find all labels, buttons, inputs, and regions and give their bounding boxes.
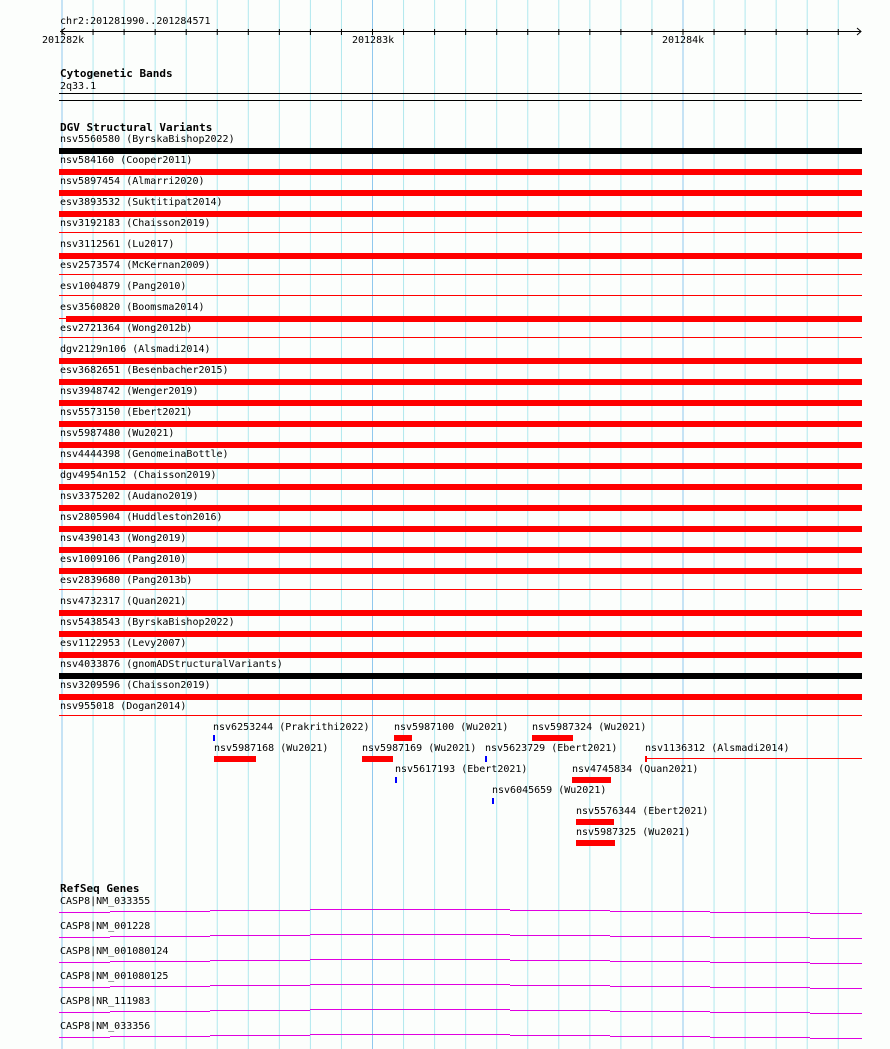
dgv-packed-variant-label: nsv4745834 (Quan2021) (572, 764, 699, 775)
refseq-gene-line (210, 935, 310, 936)
refseq-gene-line (210, 1035, 310, 1036)
dgv-variant-bar[interactable] (59, 442, 862, 448)
dgv-variant-bar[interactable] (59, 274, 862, 275)
dgv-track-title[interactable]: DGV Structural Variants (60, 121, 213, 134)
refseq-gene-line (210, 960, 310, 961)
refseq-gene-line (810, 913, 862, 914)
dgv-variant-bar[interactable] (59, 505, 862, 511)
refseq-gene-line (310, 984, 410, 985)
refseq-gene-line (710, 987, 810, 988)
dgv-variant-label: dgv2129n106 (Alsmadi2014) (60, 344, 211, 355)
dgv-variant-label: esv3560820 (Boomsma2014) (60, 302, 205, 313)
dgv-packed-variant-label: nsv5617193 (Ebert2021) (395, 764, 528, 775)
dgv-variant-bar[interactable] (59, 673, 862, 679)
refseq-gene-line (510, 1010, 610, 1011)
dgv-packed-variant-label: nsv5987100 (Wu2021) (394, 722, 509, 733)
dgv-variant-bar[interactable] (59, 379, 862, 385)
dgv-variant-label: nsv3948742 (Wenger2019) (60, 386, 199, 397)
dgv-variant-label: dgv4954n152 (Chaisson2019) (60, 470, 217, 481)
dgv-variant-label: esv1009106 (Pang2010) (60, 554, 187, 565)
refseq-gene-line (510, 910, 610, 911)
dgv-variant-label: esv2839680 (Pang2013b) (60, 575, 193, 586)
dgv-variant-bar[interactable] (59, 652, 862, 658)
dgv-packed-variant-bar[interactable] (213, 735, 215, 741)
refseq-gene-line (59, 937, 110, 938)
refseq-gene-label: CASP8|NR_111983 (60, 996, 151, 1007)
dgv-variant-bar[interactable] (59, 148, 862, 154)
dgv-variant-bar[interactable] (59, 337, 862, 338)
dgv-variant-bar[interactable] (59, 484, 862, 490)
dgv-variant-bar[interactable] (59, 190, 862, 196)
dgv-variant-bar[interactable] (59, 421, 862, 427)
dgv-variant-bar[interactable] (59, 232, 862, 233)
refseq-gene-line (310, 934, 410, 935)
dgv-variant-label: nsv3192183 (Chaisson2019) (60, 218, 211, 229)
dgv-variant-label: esv1122953 (Levy2007) (60, 638, 187, 649)
dgv-variant-label: nsv5560580 (ByrskaBishop2022) (60, 134, 235, 145)
tick-label-201283k: 201283k (352, 35, 395, 46)
refseq-gene-line (810, 938, 862, 939)
refseq-gene-label: CASP8|NM_033355 (60, 896, 151, 907)
dgv-packed-variant-label: nsv5987325 (Wu2021) (576, 827, 691, 838)
refseq-gene-line (710, 1037, 810, 1038)
dgv-packed-variant-bar[interactable] (485, 756, 487, 762)
dgv-packed-variant-label: nsv5987168 (Wu2021) (214, 743, 329, 754)
location-label: chr2:201281990..201284571 (60, 16, 211, 27)
dgv-variant-label: nsv5438543 (ByrskaBishop2022) (60, 617, 235, 628)
refseq-gene-line (610, 1036, 710, 1037)
dgv-packed-variant-bar[interactable] (395, 777, 397, 783)
refseq-gene-line (310, 1034, 410, 1035)
cytoband-label: 2q33.1 (60, 81, 97, 92)
dgv-variant-bar[interactable] (59, 568, 862, 574)
refseq-gene-line (610, 1011, 710, 1012)
refseq-gene-label: CASP8|NM_001228 (60, 921, 151, 932)
dgv-variant-bar[interactable] (59, 589, 862, 590)
dgv-variant-label: esv1004879 (Pang2010) (60, 281, 187, 292)
dgv-variant-bar[interactable] (59, 526, 862, 532)
dgv-variant-bar[interactable] (59, 211, 862, 217)
dgv-variant-label: nsv4732317 (Quan2021) (60, 596, 187, 607)
refseq-track-title[interactable]: RefSeq Genes (60, 882, 140, 895)
refseq-gene-line (810, 1038, 862, 1039)
refseq-gene-line (810, 988, 862, 989)
refseq-gene-line (510, 935, 610, 936)
dgv-packed-variant-label: nsv6045659 (Wu2021) (492, 785, 607, 796)
dgv-packed-variant-label: nsv5623729 (Ebert2021) (485, 743, 618, 754)
dgv-variant-bar[interactable] (59, 358, 862, 364)
refseq-gene-line (410, 934, 510, 935)
dgv-variant-label: nsv3209596 (Chaisson2019) (60, 680, 211, 691)
refseq-gene-line (710, 937, 810, 938)
dgv-variant-label: nsv955018 (Dogan2014) (60, 701, 187, 712)
dgv-variant-bar[interactable] (59, 463, 862, 469)
refseq-gene-line (110, 911, 210, 912)
refseq-gene-line (810, 1013, 862, 1014)
refseq-gene-label: CASP8|NM_033356 (60, 1021, 151, 1032)
dgv-packed-variant-bar[interactable] (394, 735, 412, 741)
dgv-packed-variant-bar[interactable] (492, 798, 494, 804)
dgv-variant-label: nsv4033876 (gnomADStructuralVariants) (60, 659, 283, 670)
dgv-packed-variant-label: nsv1136312 (Alsmadi2014) (645, 743, 790, 754)
refseq-gene-line (59, 912, 110, 913)
dgv-variant-bar[interactable] (59, 694, 862, 700)
dgv-variant-label: nsv2805904 (Huddleston2016) (60, 512, 223, 523)
refseq-gene-line (110, 936, 210, 937)
dgv-variant-label: esv3893532 (Suktitipat2014) (60, 197, 223, 208)
dgv-variant-label: nsv3375202 (Audano2019) (60, 491, 199, 502)
refseq-gene-line (410, 909, 510, 910)
dgv-variant-bar[interactable] (59, 400, 862, 406)
refseq-gene-line (610, 911, 710, 912)
refseq-gene-line (59, 987, 110, 988)
dgv-variant-label: nsv5987480 (Wu2021) (60, 428, 175, 439)
dgv-variant-bar[interactable] (66, 316, 862, 322)
refseq-gene-line (59, 1037, 110, 1038)
cytoband-bottom-line (59, 100, 862, 101)
dgv-packed-variant-label: nsv6253244 (Prakrithi2022) (213, 722, 370, 733)
refseq-gene-line (410, 959, 510, 960)
tick-label-201282k: 201282k (42, 35, 85, 46)
dgv-variant-label: esv2573574 (McKernan2009) (60, 260, 211, 271)
refseq-gene-line (210, 910, 310, 911)
dgv-variant-label: nsv5897454 (Almarri2020) (60, 176, 205, 187)
dgv-variant-label: nsv5573150 (Ebert2021) (60, 407, 193, 418)
refseq-gene-line (410, 1034, 510, 1035)
dgv-packed-variant-bar[interactable] (645, 758, 862, 759)
dgv-variant-bar[interactable] (59, 253, 862, 259)
refseq-gene-line (110, 961, 210, 962)
refseq-gene-line (510, 960, 610, 961)
refseq-gene-line (59, 962, 110, 963)
dgv-variant-bar[interactable] (59, 610, 862, 616)
dgv-variant-label: nsv3112561 (Lu2017) (60, 239, 175, 250)
refseq-gene-line (310, 1009, 410, 1010)
refseq-gene-line (410, 1009, 510, 1010)
dgv-packed-variant-bar[interactable] (576, 840, 615, 846)
dgv-variant-bar[interactable] (59, 169, 862, 175)
dgv-packed-variant-label: nsv5987324 (Wu2021) (532, 722, 647, 733)
refseq-gene-line (310, 959, 410, 960)
refseq-gene-label: CASP8|NM_001080125 (60, 971, 169, 982)
dgv-packed-variant-bar[interactable] (576, 819, 614, 825)
refseq-gene-line (410, 984, 510, 985)
dgv-variant-label: nsv4390143 (Wong2019) (60, 533, 187, 544)
refseq-gene-label: CASP8|NM_001080124 (60, 946, 169, 957)
dgv-variant-label: esv3682651 (Besenbacher2015) (60, 365, 229, 376)
refseq-gene-line (110, 1036, 210, 1037)
dgv-variant-label: nsv584160 (Cooper2011) (60, 155, 193, 166)
refseq-gene-line (810, 963, 862, 964)
cytoband-track-title[interactable]: Cytogenetic Bands (60, 67, 173, 80)
dgv-variant-bar[interactable] (59, 295, 862, 296)
dgv-packed-variant-label: nsv5987169 (Wu2021) (362, 743, 477, 754)
dgv-packed-variant-bar[interactable] (214, 756, 256, 762)
dgv-packed-variant-bar[interactable] (532, 735, 573, 741)
dgv-packed-variant-label: nsv5576344 (Ebert2021) (576, 806, 709, 817)
refseq-gene-line (610, 986, 710, 987)
dgv-packed-variant-bar[interactable] (572, 777, 611, 783)
refseq-gene-line (710, 1012, 810, 1013)
refseq-gene-line (210, 985, 310, 986)
refseq-gene-line (110, 1011, 210, 1012)
dgv-variant-bar[interactable] (59, 715, 862, 716)
refseq-gene-line (310, 909, 410, 910)
tick-label-201284k: 201284k (662, 35, 705, 46)
refseq-gene-line (710, 962, 810, 963)
cytoband-top-line (59, 93, 862, 94)
refseq-gene-line (710, 912, 810, 913)
dgv-variant-bar[interactable] (59, 631, 862, 637)
dgv-packed-variant-bar[interactable] (362, 756, 393, 762)
refseq-gene-line (59, 1012, 110, 1013)
dgv-variant-endcap (645, 756, 647, 762)
dgv-variant-bar[interactable] (59, 547, 862, 553)
refseq-gene-line (510, 1035, 610, 1036)
refseq-gene-line (610, 936, 710, 937)
dgv-variant-label: esv2721364 (Wong2012b) (60, 323, 193, 334)
refseq-gene-line (110, 986, 210, 987)
refseq-gene-line (210, 1010, 310, 1011)
dgv-variant-label: nsv4444398 (GenomeinaBottle) (60, 449, 229, 460)
refseq-gene-line (510, 985, 610, 986)
refseq-gene-line (610, 961, 710, 962)
